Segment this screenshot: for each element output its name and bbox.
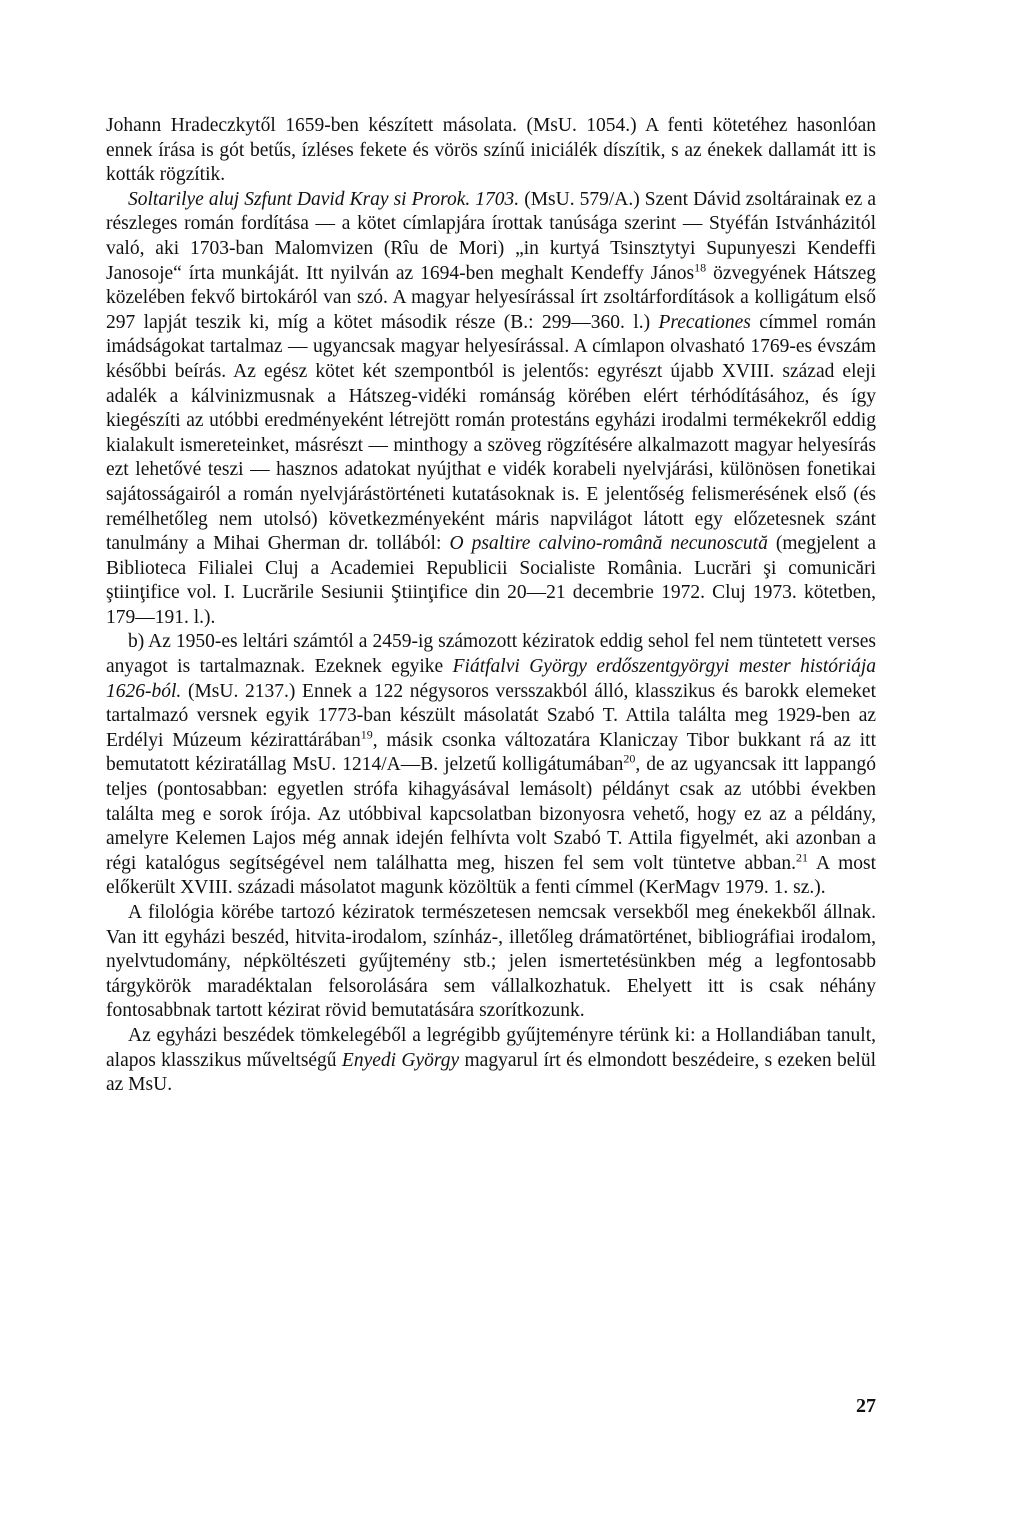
text-run: özvegyének Hátszeg közelében fekvő birtokáról van szó. A magyar helyesírással írt zsoltárfordítások a kolligátum első 297 lapját teszik ki, míg a kötet második része (B.: 299—360. l.): [106, 262, 876, 333]
text-run: b) Az 1950-es leltári számtól a 2459-ig számozott kéziratok eddig sehol fel nem tüntetett verses anyagot is tartalmaznak. Ezeknek egyike: [106, 631, 876, 678]
text-run: magyarul írt és elmondott beszédeire, s ezeken belül az MsU.: [106, 1049, 877, 1096]
page-body: [106, 114, 876, 1098]
italic-text: Fiátfalvi György erdőszentgyörgyi mester históriája 1626-ból.: [106, 656, 876, 702]
text-run: Az egyházi beszédek tömkelegéből a legrégibb gyűjteményre térünk ki: a Hollandiában tanult, alapos klasszikus műveltségű: [106, 1024, 876, 1071]
paragraph: [106, 114, 876, 188]
paragraph: [106, 1024, 876, 1098]
text-run: címmel román imádságokat tartalmaz — ugyancsak magyar helyesírással. A címlapon olvasható 1769-es évszám későbbi beírás. Az egész kötet két szempontból is jelentős: egyrészt újabb XVIII. század eleji adalék a kálvinizmusnak a Hátszeg-vidéki románság körében elért térhódításához, és így kiegészíti az utóbbi eredményeként létrejött román protestáns egyházi irodalmi termékekről eddig kialakult ismereteinket, másrészt — minthogy a szöveg rögzítésére alkalmazott magyar helyesírás ezt lehetővé teszi — hasznos adatokat nyújthat e vidék korabeli nyelvjárási, különösen fonetikai sajátosságairól a román nyelvjárástörténeti kutatásoknak is. E jelentőség felismerésének első (és remélhetőleg nem utolsó) következményeként máris napvilágot látott egy előzetesnek szánt tanulmány a Mihai Gherman dr. tollából:: [106, 311, 876, 555]
footnote-marker: 18: [694, 260, 707, 275]
paragraph: [106, 630, 876, 901]
paragraph: [106, 188, 876, 631]
text-run: (MsU. 579/A.) Szent Dávid zsoltárainak ez a részleges román fordítása — a kötet címlapjára írottak tanúsága szerint — Styéfán Istvánházitól való, aki 1703-ban Malomvizen (Rîu de Mori) „in kurtyá Tsinsztytyi Supunyeszi Kendeffi Janosoje“ írta munkáját. Itt nyilván az 1694-ben meghalt Kendeffy János: [106, 188, 876, 284]
page-number: 27: [856, 1395, 876, 1417]
text-run: (megjelent a Biblioteca Filialei Cluj a Academiei Republicii Socialiste România. Lucrări şi comunicări ştiinţifice vol. I. Lucrările Sesiunii Ştiinţifice din 20—21 decembrie 1972. Cluj 1973. kötetben, 179—191. l.).: [106, 533, 876, 628]
italic-text: Soltarilye aluj Szfunt David Kray si Prorok. 1703.: [128, 188, 520, 210]
italic-text: O psaltire calvino-română necunoscută: [449, 533, 768, 555]
footnote-marker: 20: [623, 751, 636, 766]
text-run: Johann Hradeczkytől 1659-ben készített másolata. (MsU. 1054.) A fenti kötetéhez hasonlóan ennek írása is gót betűs, ízléses fekete és vörös színű iniciálék díszítik, s az énekek dallamát itt is kották rögzítik.: [106, 115, 876, 186]
footnote-marker: 21: [796, 850, 808, 865]
italic-text: Enyedi György: [341, 1049, 460, 1071]
text-run: , de az ugyancsak itt lappangó teljes (pontosabban: egyetlen strófa kihagyásával lemásolt) példányt csak az utóbbi években találta meg e sorok írója. Az utóbbival kapcsolatban bizonyosra vehető, hogy ez az a példány, amelyre Kelemen Lajos még annak idején felhívta volt Szabó T. Attila figyelmét, aki azonban a régi katalógus segítségével nem találhatta meg, hiszen fel sem volt tüntetve abban.: [106, 754, 876, 874]
text-run: A most előkerült XVIII. századi másolatot magunk közöltük a fenti címmel (KerMagv 1979. 1. sz.).: [106, 852, 876, 899]
italic-text: Precationes: [658, 311, 751, 333]
paragraph: [106, 901, 876, 1024]
text-run: A filológia körébe tartozó kéziratok természetesen nemcsak versekből meg énekekből állnak. Van itt egyházi beszéd, hitvita-irodalom, színház-, illetőleg drámatörténet, bibliográfiai irodalom, nyelvtudomány, népköltészeti gyűjtemény stb.; jelen ismertetésünkben még a legfontosabb tárgykörök maradéktalan felsorolására sem vállalkozhatuk. Ehelyett itt is csak néhány fontosabbnak tartott kézirat rövid bemutatására szorítkozunk.: [106, 902, 876, 1022]
text-run: (MsU. 2137.) Ennek a 122 négysoros versszakból álló, klasszikus és barokk elemeket tartalmazó versnek egyik 1773-ban készült másolatát Szabó T. Attila találta meg 1929-ben az Erdélyi Múzeum kézirattárában: [106, 680, 876, 751]
footnote-marker: 19: [360, 727, 373, 742]
text-run: , másik csonka változatára Klaniczay Tibor bukkant rá az itt bemutatott kéziratállag MsU. 1214/A—B. jelzetű kolligátumában: [106, 729, 876, 776]
